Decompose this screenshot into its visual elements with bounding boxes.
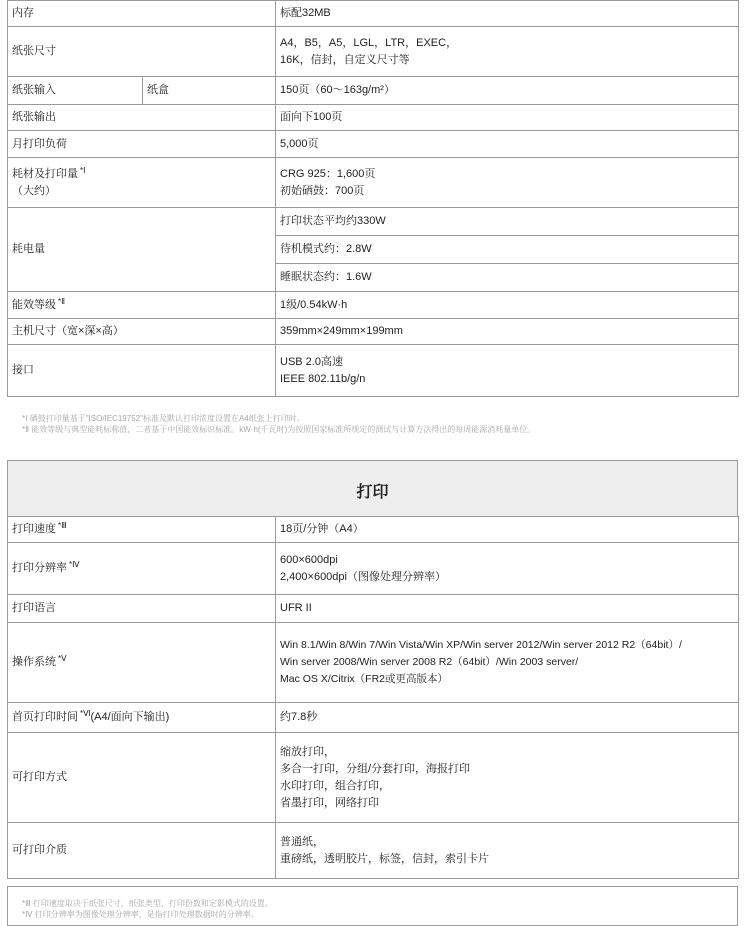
footnote: *Ⅳ 打印分辨率为图像处理分辨率，是指打印处理数据时的分辨率。 — [22, 910, 259, 919]
row-value: USB 2.0高速 IEEE 802.11b/g/n — [276, 345, 739, 397]
row-value: 待机模式约：2.8W — [276, 236, 739, 264]
row-label: 打印速度 $^{*Ⅲ}$ — [8, 517, 276, 543]
row-value: 约7.8秒 — [276, 703, 739, 733]
row-value: UFR II — [276, 595, 739, 623]
spec-table-print — [7, 516, 739, 879]
section-title: 打印 — [356, 484, 389, 501]
row-label: 打印分辨率 $^{*Ⅳ}$ — [8, 543, 276, 595]
footnote-box — [7, 886, 738, 926]
table-row — [8, 345, 739, 397]
table-row — [8, 27, 739, 77]
row-label: 内存 — [8, 1, 276, 27]
row-value: 359mm×249mm×199mm — [276, 319, 739, 345]
row-value: 普通纸， 重磅纸，透明胶片，标签，信封，索引卡片 — [276, 823, 739, 879]
footnote-mark: *Ⅴ — [58, 654, 67, 663]
footnote-mark: *Ⅱ — [58, 296, 66, 306]
row-value: 600×600dpi 2,400×600dpi（图像处理分辨率） — [276, 543, 739, 595]
table-row — [8, 319, 739, 345]
footnote: *Ⅱ 能效等级与典型能耗标称值，二者基于中国能效标识标准。kW·h(千瓦时)为按照国家标准所规定的测试与计算方法得出的每周能源消耗量单位。 — [22, 425, 536, 434]
row-value: 睡眠状态约：1.6W — [276, 264, 739, 292]
row-value: 缩放打印， 多合一打印，分组/分套打印，海报打印 水印打印，组合打印， 省墨打印，网络打印 — [276, 733, 739, 823]
row-value: 5,000页 — [276, 131, 739, 158]
row-label: 纸张输入 — [8, 77, 143, 105]
table-row — [8, 703, 739, 733]
row-sublabel: 纸盒 — [143, 77, 276, 105]
table-row — [8, 595, 739, 623]
table-row — [8, 517, 739, 543]
row-label: 主机尺寸（宽×深×高） — [8, 319, 276, 345]
row-value: 1级/0.54kW·h — [276, 292, 739, 319]
footnote: *Ⅲ 打印速度取决于纸张尺寸，纸张类型，打印份数和定影模式的设置。 — [22, 899, 273, 908]
row-value: A4，B5，A5，LGL，LTR，EXEC， 16K，信封，自定义尺寸等 — [276, 27, 739, 77]
row-value: 18页/分钟（A4） — [276, 517, 739, 543]
row-label: 接口 — [8, 345, 276, 397]
row-value: 面向下100页 — [276, 105, 739, 131]
section-header — [7, 460, 738, 517]
footnote-mark: *Ⅲ — [58, 521, 67, 530]
table-row — [8, 77, 739, 105]
table-row — [8, 733, 739, 823]
row-value: Win 8.1/Win 8/Win 7/Win Vista/Win XP/Win server 2012/Win server 2012 R2（64bit）/ Win server 2008/Win server 2008 R2（64bit）/Win 2003 server/ Mac OS X/Citrix（FR2或更高版本） — [276, 623, 739, 703]
row-value: 150页（60～163g/m²） — [276, 77, 739, 105]
spec-table-general — [7, 0, 739, 397]
row-value: CRG 925：1,600页 初始硒鼓：700页 — [276, 158, 739, 208]
row-label: 打印语言 — [8, 595, 276, 623]
row-label: 能效等级 $^{*Ⅱ}$ — [8, 292, 276, 319]
footnote-mark: *Ⅰ — [80, 165, 86, 175]
table-row — [8, 623, 739, 703]
row-value: 打印状态平均约330W — [276, 208, 739, 236]
row-label: 可打印方式 — [8, 733, 276, 823]
row-label: 首页打印时间 $^{*Ⅵ}$(A4/面向下输出) — [8, 703, 276, 733]
row-label: 耗材及打印量 $^{*Ⅰ}$ （大约） — [8, 158, 276, 208]
footnote-mark: *Ⅵ — [80, 709, 91, 718]
row-label: 纸张尺寸 — [8, 27, 276, 77]
row-label: 月打印负荷 — [8, 131, 276, 158]
table-row — [8, 292, 739, 319]
row-value: 标配32MB — [276, 1, 739, 27]
table-row — [8, 105, 739, 131]
table-row — [8, 1, 739, 27]
footnote-mark: *Ⅳ — [69, 560, 80, 569]
row-label: 可打印介质 — [8, 823, 276, 879]
table-row — [8, 823, 739, 879]
table-row — [8, 543, 739, 595]
table-row — [8, 208, 739, 236]
table-row — [8, 131, 739, 158]
row-label: 耗电量 — [8, 208, 276, 292]
table-row — [8, 158, 739, 208]
footnote: *Ⅰ 硒鼓打印量基于"ISO/IEC19752"标准及默认打印浓度设置在A4纸张上打印时。 — [22, 414, 305, 423]
row-label: 纸张输出 — [8, 105, 276, 131]
row-label: 操作系统 $^{*Ⅴ}$ — [8, 623, 276, 703]
